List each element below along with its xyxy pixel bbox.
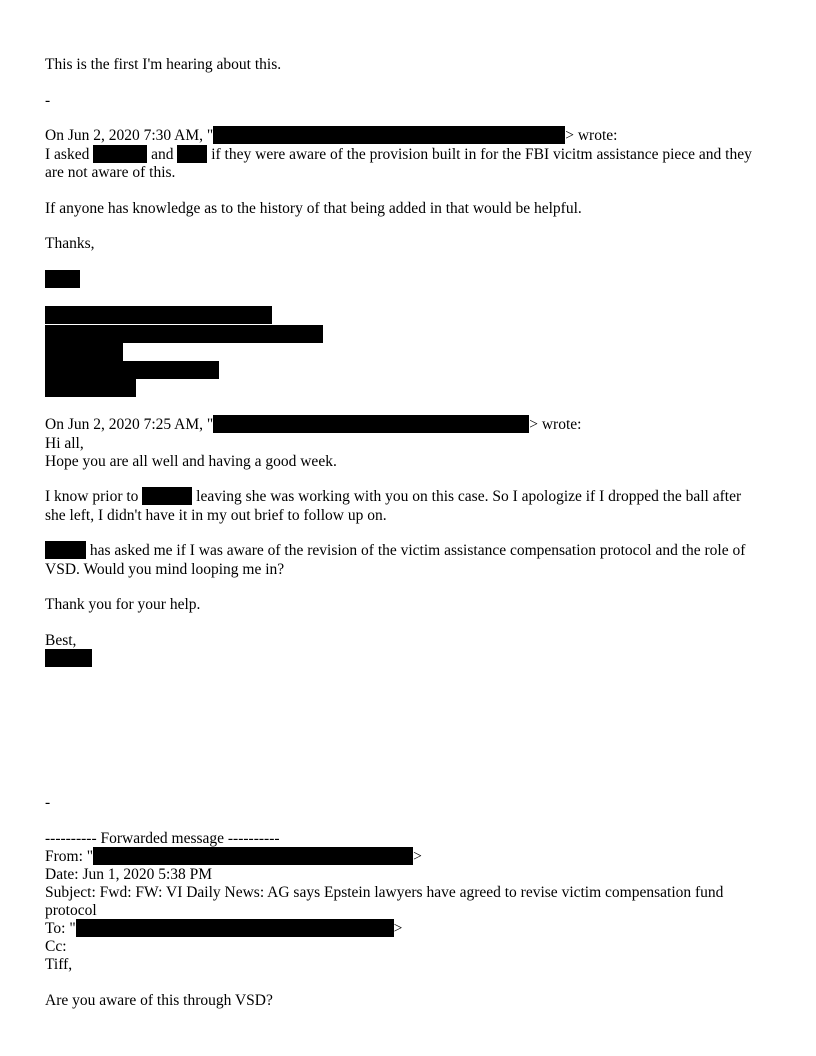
separator-dash: - [45,92,51,109]
redaction-bar [142,487,192,505]
msg1-body-line: are not aware of this. [45,164,176,181]
msg2-text: has asked me if I was aware of the revision of the victim assistance compensation protocol and the role of [86,542,746,559]
to-label: To: " [45,920,76,937]
redaction-bar [213,415,529,433]
signature-redaction [45,325,323,343]
msg1-header-prefix: On Jun 2, 2020 7:30 AM, " [45,127,214,144]
msg1-closing: Thanks, [45,235,95,252]
forwarded-subject: Subject: Fwd: FW: VI Daily News: AG says Epstein lawyers have agreed to revise victim compensation fund [45,884,724,901]
msg1-text: if they were aware of the provision built in for the FBI vicitm assistance piece and they [207,146,752,163]
msg2-body-line [45,487,741,506]
msg1-text: I asked [45,146,94,163]
from-label: From: " [45,848,94,865]
forwarded-cc: Cc: [45,938,67,955]
forwarded-from [45,847,422,866]
redaction-bar [93,847,413,865]
msg2-header-prefix: On Jun 2, 2020 7:25 AM, " [45,416,214,433]
msg1-text: and [147,146,178,163]
msg2-body-line: Hope you are all well and having a good week. [45,453,337,470]
redaction-bar [76,919,394,937]
signature-redaction [45,361,219,379]
to-suffix: > [393,920,403,937]
forwarded-divider: ---------- Forwarded message ---------- [45,830,280,847]
msg2-body-line: she left, I didn't have it in my out brief to follow up on. [45,507,387,524]
msg2-body-line: Thank you for your help. [45,596,201,613]
msg2-text: I know prior to [45,488,143,505]
forwarded-subject-cont: protocol [45,902,97,919]
msg2-closing: Best, [45,632,77,649]
forwarded-greeting: Tiff, [45,956,73,973]
redaction-bar [177,145,207,163]
forwarded-question: Are you aware of this through VSD? [45,992,273,1009]
redaction-bar [93,145,147,163]
msg2-header [45,415,581,434]
reply-line: This is the first I'm hearing about this. [45,56,282,73]
signature-name-redaction [45,270,80,288]
msg2-header-suffix: > wrote: [529,416,582,433]
signature-name-redaction [45,649,92,667]
msg1-header [45,126,617,145]
msg2-greeting: Hi all, [45,435,84,452]
msg1-body-line [45,145,752,164]
msg2-body-line: VSD. Would you mind looping me in? [45,561,285,578]
msg1-header-suffix: > wrote: [565,127,618,144]
msg2-body-line [45,541,745,560]
msg2-text: leaving she was working with you on this case. So I apologize if I dropped the ball after [192,488,742,505]
signature-redaction [45,379,136,397]
separator-dash: - [45,794,51,811]
msg1-body-line: If anyone has knowledge as to the history of that being added in that would be helpful. [45,200,582,217]
redaction-bar [213,126,565,144]
forwarded-to [45,919,402,938]
signature-redaction [45,306,272,324]
signature-redaction [45,343,123,361]
from-suffix: > [413,848,422,865]
redaction-bar [45,541,86,559]
forwarded-date: Date: Jun 1, 2020 5:38 PM [45,866,213,883]
